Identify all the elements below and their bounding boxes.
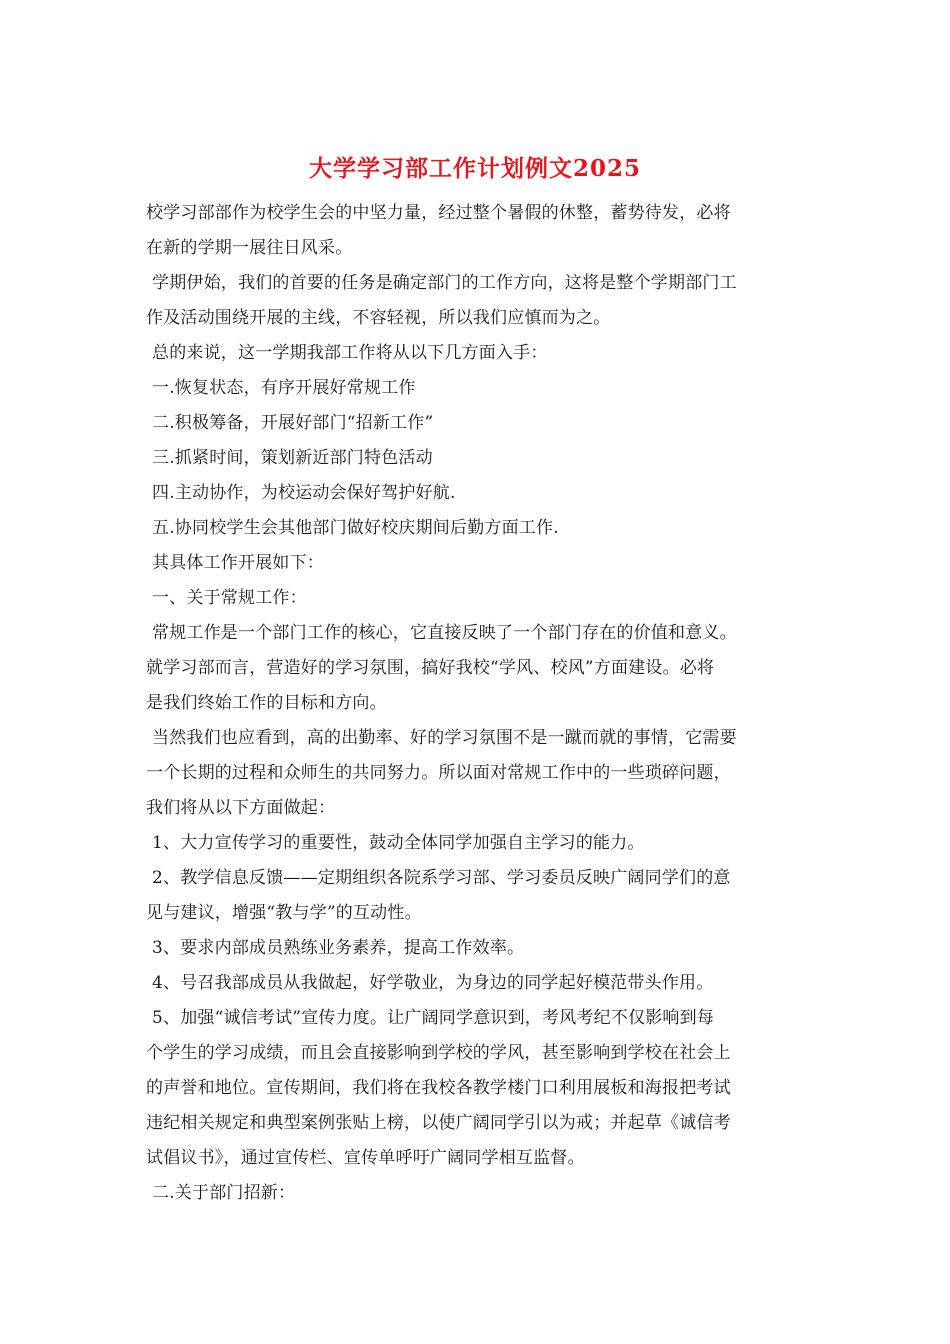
paragraph-line: 其具体工作开展如下： <box>152 553 324 573</box>
paragraph-line: 一个长期的过程和众师生的共同努力。所以面对常规工作中的一些琐碎问题， <box>146 763 731 783</box>
list-item: 3、要求内部成员熟练业务素养，提高工作效率。 <box>152 938 525 958</box>
list-item: 5、加强“诚信考试”宣传力度。让广阔同学意识到，考风考纪不仅影响到每 <box>152 1008 714 1028</box>
list-item: 二.积极筹备，开展好部门“招新工作” <box>152 413 434 433</box>
paragraph-line: 就学习部而言，营造好的学习氛围，搞好我校“学风、校风”方面建设。必将 <box>146 658 715 678</box>
paragraph-line: 常规工作是一个部门工作的核心，它直接反映了一个部门存在的价值和意义。 <box>152 623 737 643</box>
section-heading: 一、关于常规工作： <box>152 588 307 608</box>
document-body <box>146 196 810 1211</box>
paragraph-line: 总的来说，这一学期我部工作将从以下几方面入手： <box>152 343 548 363</box>
list-item: 四.主动协作，为校运动会保好驾护好航. <box>152 483 456 503</box>
paragraph-line: 违纪相关规定和典型案例张贴上榜，以使广阔同学引以为戒；并起草《诚信考 <box>146 1113 731 1133</box>
section-heading: 二.关于部门招新： <box>152 1183 296 1203</box>
list-item: 4、号召我部成员从我做起，好学敬业，为身边的同学起好模范带头作用。 <box>152 973 714 993</box>
paragraph-line: 见与建议，增强“教与学”的互动性。 <box>146 903 422 923</box>
list-item: 三.抓紧时间，策划新近部门特色活动 <box>152 448 433 468</box>
paragraph-line: 校学习部部作为校学生会的中坚力量，经过整个暑假的休整，蓄势待发，必将 <box>146 203 731 223</box>
list-item: 1、大力宣传学习的重要性，鼓动全体同学加强自主学习的能力。 <box>152 833 645 853</box>
list-item: 五.协同校学生会其他部门做好校庆期间后勤方面工作. <box>152 518 559 538</box>
paragraph-line: 学期伊始，我们的首要的任务是确定部门的工作方向，这将是整个学期部门工 <box>152 273 737 293</box>
list-item: 一.恢复状态，有序开展好常规工作 <box>152 378 416 398</box>
paragraph-line: 是我们终始工作的目标和方向。 <box>146 693 387 713</box>
paragraph-line: 当然我们也应看到，高的出勤率、好的学习氛围不是一蹴而就的事情，它需要 <box>152 728 737 748</box>
paragraph-line: 我们将从以下方面做起： <box>146 798 336 818</box>
document-title: 大学学习部工作计划例文2025 <box>308 155 641 182</box>
paragraph-line: 个学生的学习成绩，而且会直接影响到学校的学风，甚至影响到学校在社会上 <box>146 1043 731 1063</box>
paragraph-line: 在新的学期一展往日风采。 <box>146 238 353 258</box>
list-item: 2、教学信息反馈——定期组织各院系学习部、学习委员反映广阔同学们的意 <box>152 868 731 888</box>
paragraph-line: 的声誉和地位。宣传期间，我们将在我校各教学楼门口利用展板和海报把考试 <box>146 1078 731 1098</box>
paragraph-line: 作及活动围绕开展的主线，不容轻视，所以我们应慎而为之。 <box>146 308 611 328</box>
paragraph-line: 试倡议书》，通过宣传栏、宣传单呼吁广阔同学相互监督。 <box>146 1148 585 1168</box>
